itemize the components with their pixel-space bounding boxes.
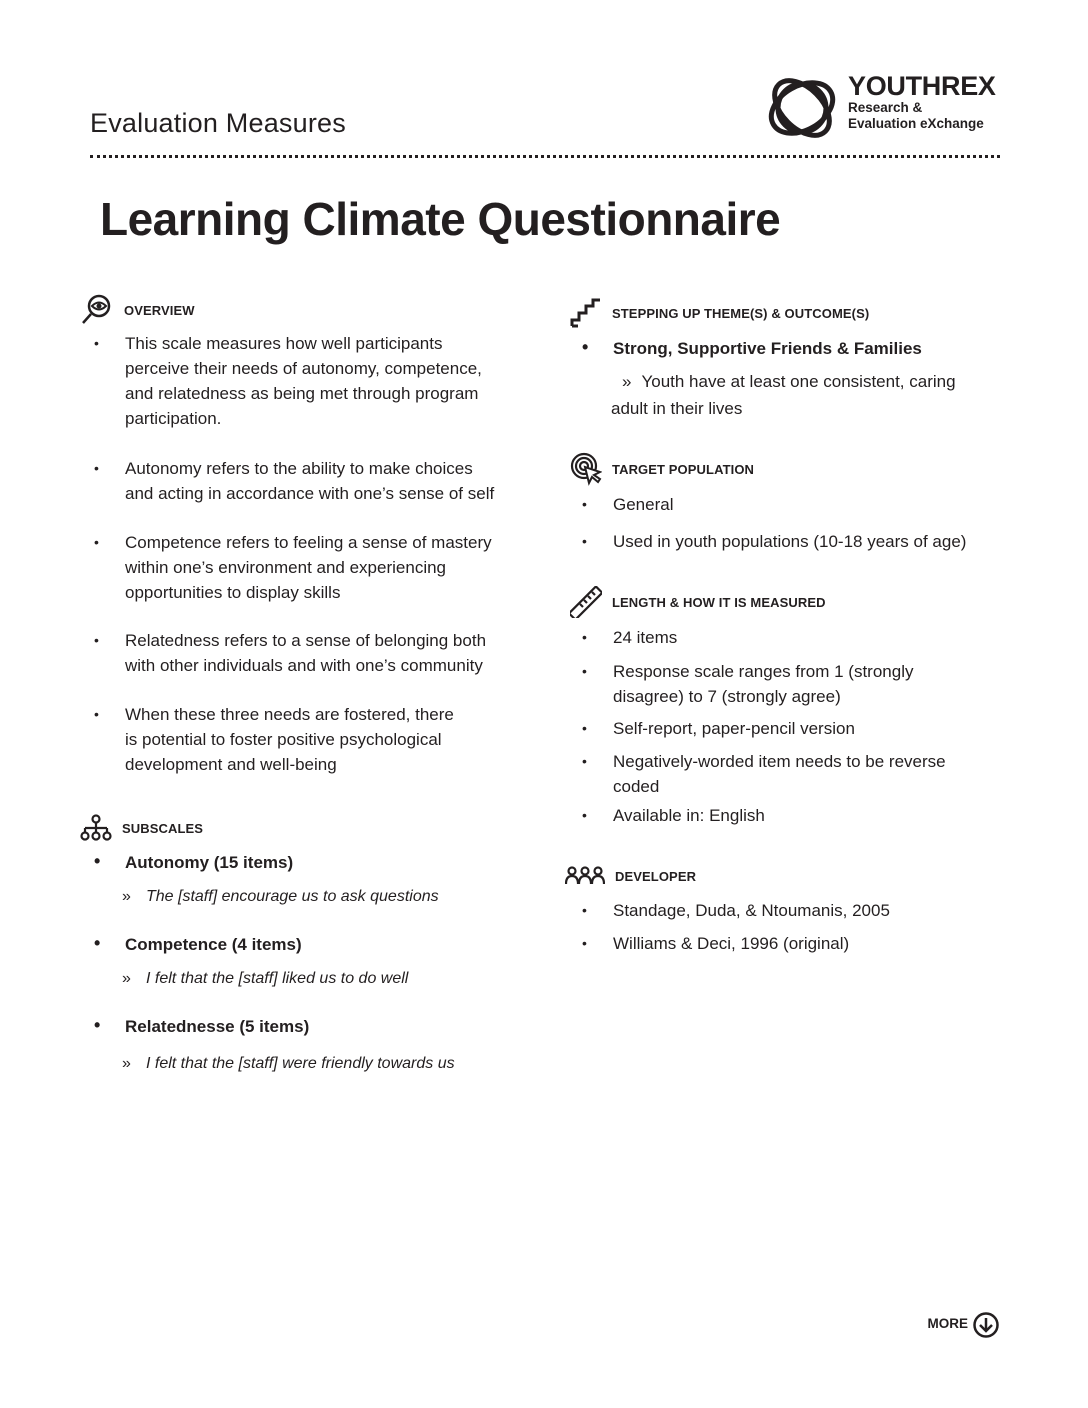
- overview-item: • Relatedness refers to a sense of belonging both with other individuals and with one’s community: [94, 631, 487, 675]
- length-heading: [570, 586, 826, 618]
- developer-heading-label: DEVELOPER: [615, 868, 697, 884]
- more-button[interactable]: [972, 1311, 1000, 1344]
- length-item: • Available in: English: [582, 806, 765, 825]
- subscale-item: • Relatednesse (5 items): [94, 1015, 310, 1036]
- header-divider: [90, 155, 1000, 158]
- stepping-up-heading: [570, 298, 869, 328]
- target-population-heading: [570, 452, 754, 486]
- overview-heading-label: OVERVIEW: [124, 302, 195, 318]
- page-title: Learning Climate Questionnaire: [100, 193, 781, 245]
- subscale-example: » I felt that the [staff] liked us to do well: [122, 970, 409, 987]
- orbit-logo-icon: [762, 68, 846, 148]
- target-population-heading-label: TARGET POPULATION: [612, 461, 755, 477]
- length-item: • Response scale ranges from 1 (strongly disagree) to 7 (strongly agree): [582, 662, 914, 706]
- subscale-item: • Competence (4 items): [94, 933, 302, 954]
- overview-item: • Competence refers to feeling a sense of mastery within one’s environment and experiencing opportunities to display skills: [94, 533, 492, 602]
- subscale-item: • Autonomy (15 items): [94, 851, 294, 872]
- overview-item: • When these three needs are fostered, there is potential to foster positive psychological development and well-being: [94, 705, 454, 774]
- arrow-down-circle-icon: [972, 1311, 1000, 1339]
- overview-item: • This scale measures how well participants perceive their needs of autonomy, competence, and relatedness as being met through program participation.: [94, 334, 482, 428]
- subscales-heading: [80, 814, 203, 842]
- target-population-item: • General: [582, 495, 674, 514]
- magnifier-eye-icon: [80, 294, 112, 326]
- target-population-item: • Used in youth populations (10-18 years of age): [582, 532, 967, 551]
- stairs-icon: [570, 298, 602, 328]
- logo-subtitle-2: Evaluation eXchange: [848, 116, 984, 131]
- stepping-up-theme: • Strong, Supportive Friends & Families: [582, 337, 922, 358]
- youthrex-logo: [762, 68, 1002, 148]
- stepping-up-outcome: » Youth have at least one consistent, caring adult in their lives: [611, 372, 956, 418]
- developer-item: • Williams & Deci, 1996 (original): [582, 934, 850, 953]
- length-item: • Self-report, paper-pencil version: [582, 719, 855, 738]
- length-item: • 24 items: [582, 628, 678, 647]
- logo-subtitle-1: Research &: [848, 100, 923, 115]
- stepping-up-heading-label: STEPPING UP THEME(S) & OUTCOME(S): [612, 305, 870, 321]
- length-heading-label: LENGTH & HOW IT IS MEASURED: [612, 594, 826, 610]
- developer-item: • Standage, Duda, & Ntoumanis, 2005: [582, 901, 890, 920]
- subscales-heading-label: SUBSCALES: [122, 820, 204, 836]
- subscale-example: » I felt that the [staff] were friendly towards us: [122, 1055, 455, 1072]
- target-icon: [570, 452, 602, 486]
- overview-heading: [80, 294, 195, 326]
- overview-item: • Autonomy refers to the ability to make choices and acting in accordance with one’s sense of self: [94, 459, 495, 503]
- section-title: Evaluation Measures: [90, 108, 346, 138]
- more-label[interactable]: MORE: [927, 1316, 968, 1331]
- people-icon: [565, 866, 605, 886]
- developer-heading: [565, 866, 696, 886]
- org-chart-icon: [80, 814, 112, 842]
- ruler-icon: [570, 586, 602, 618]
- logo-name: YOUTHREX: [848, 71, 996, 101]
- subscale-example: » The [staff] encourage us to ask questions: [122, 888, 439, 905]
- length-item: • Negatively-worded item needs to be reverse coded: [582, 752, 946, 796]
